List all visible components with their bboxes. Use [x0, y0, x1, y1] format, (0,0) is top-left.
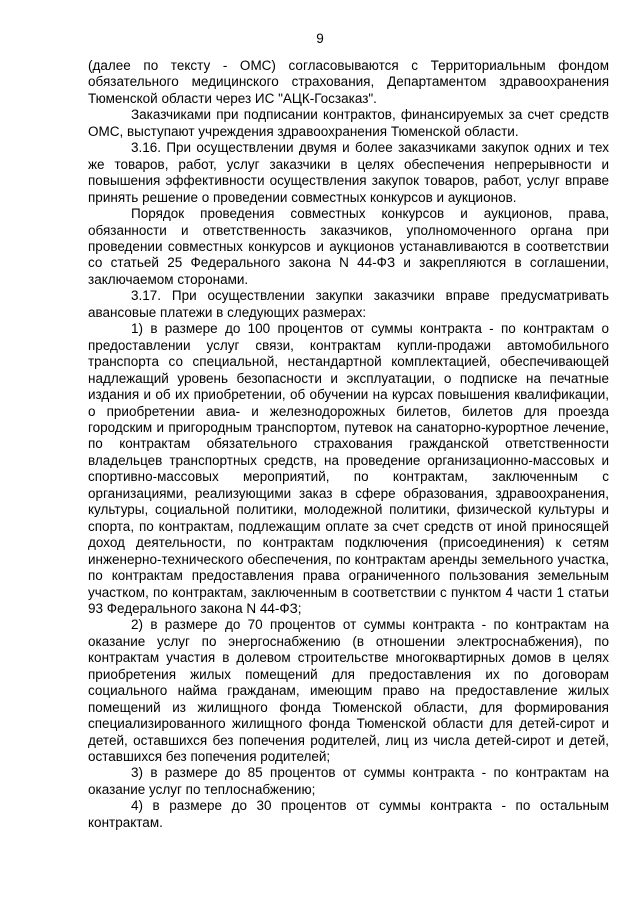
paragraph: Заказчиками при подписании контрактов, финансируемых за счет средств ОМС, выступают учреждения здравоохранения Тюменской области. — [88, 107, 609, 139]
list-item: 4) в размере до 30 процентов от суммы контракта - по остальным контрактам. — [88, 798, 609, 830]
paragraph: Порядок проведения совместных конкурсов и аукционов, права, обязанности и ответственность заказчиков, уполномоченного органа при проведении совместных конкурсов и аукционов устанавливаются в соответствии со статьей 25 Федерального закона N 44-ФЗ и закрепляются в соглашении, заключаемом сторонами. — [88, 206, 609, 287]
list-item: 3) в размере до 85 процентов от суммы контракта - по контрактам на оказание услуг по теплоснабжению; — [88, 765, 609, 797]
list-item: 1) в размере до 100 процентов от суммы контракта - по контрактам о предоставлении услуг связи, контрактам купли-продажи автомобильного транспорта со специальной, нестандартной комплектацией, обеспечивающей надлежащий уровень безопасности и эксплуатации, о подписке на печатные издания и об их приобретении, об обучении на курсах повышения квалификации, о приобретении авиа- и железнодорожных билетов, билетов для проезда городским и пригородным транспортом, путевок на санаторно-курортное лечение, по контрактам обязательного страхования гражданской ответственности владельцев транспортных средств, на проведение организационно-массовых и спортивно-массовых мероприятий, по контрактам, заключенным с организациями, реализующими заказ в сфере образования, здравоохранения, культуры, социальной политики, молодежной политики, физической культуры и спорта, по контрактам, подлежащим оплате за счет средств от иной приносящей доход деятельности, по контрактам подключения (присоединения) к сетям инженерно-технического обеспечения, по контрактам аренды земельного участка, по контрактам предоставления права ограниченного пользования земельным участком, по контрактам, заключенным в соответствии с пунктом 4 части 1 статьи 93 Федерального закона N 44-ФЗ; — [88, 321, 609, 616]
page-number: 9 — [316, 31, 324, 46]
document-body — [88, 58, 609, 831]
list-item: 2) в размере до 70 процентов от суммы контракта - по контрактам на оказание услуг по энергоснабжению (в отношении электроснабжения), по контрактам участия в долевом строительстве многоквартирных домов в целях приобретения жилых помещений для предоставления их по договорам социального найма гражданам, имеющим право на предоставление жилых помещений из жилищного фонда Тюменской области, для формирования специализированного жилищного фонда Тюменской области для детей-сирот и детей, оставшихся без попечения родителей, лиц из числа детей-сирот и детей, оставшихся без попечения родителей; — [88, 617, 609, 765]
paragraph: (далее по тексту - ОМС) согласовываются с Территориальным фондом обязательного медицинского страхования, Департаментом здравоохранения Тюменской области через ИС "АЦК-Госзаказ". — [88, 58, 609, 106]
paragraph: 3.17. При осуществлении закупки заказчики вправе предусматривать авансовые платежи в следующих размерах: — [88, 288, 609, 320]
paragraph: 3.16. При осуществлении двумя и более заказчиками закупок одних и тех же товаров, работ, услуг заказчики в целях обеспечения непрерывности и повышения эффективности осуществления закупок товаров, работ, услуг вправе принять решение о проведении совместных конкурсов и аукционов. — [88, 140, 609, 205]
